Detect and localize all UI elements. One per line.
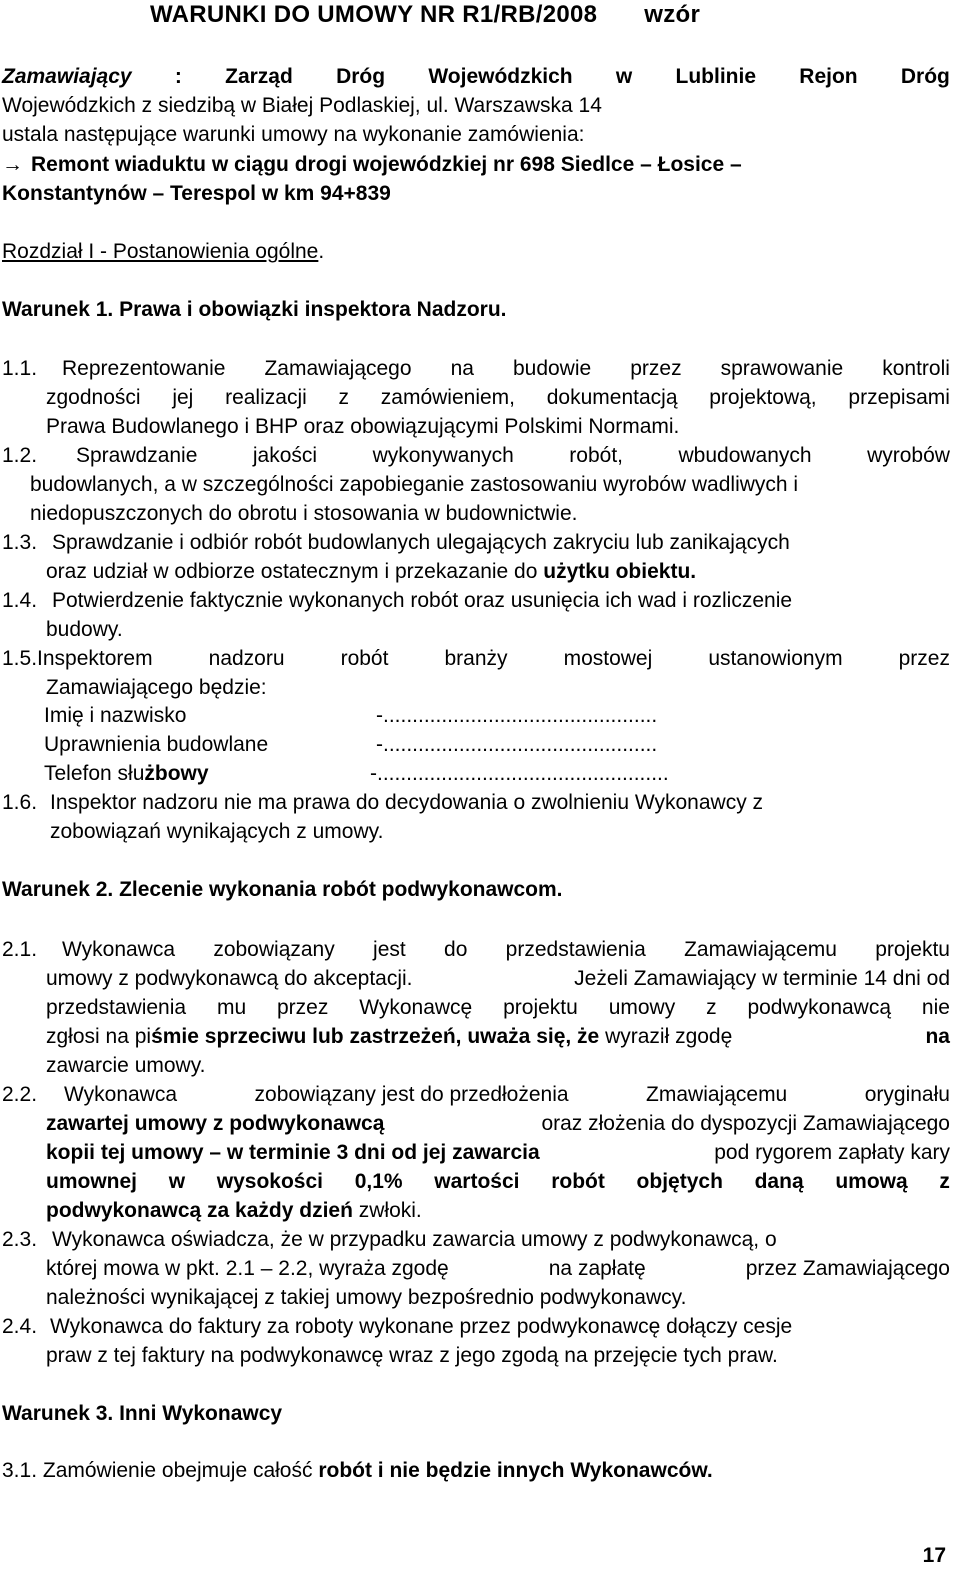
page-number: 17 — [922, 1544, 946, 1567]
intro-line-5: Konstantynów – Terespol w km 94+839 — [2, 182, 391, 205]
para-1-2-line-1: Sprawdzanie jakości wykonywanych robót, wbudowanych wyrobów — [76, 444, 950, 467]
para-2-3-line-2: której mowa w pkt. 2.1 – 2.2, wyraża zgodę na zapłatę przez Zamawiającego — [46, 1257, 950, 1280]
para-2-4-line-1: Wykonawca do faktury za roboty wykonane przez podwykonawcę dołączy cesje — [50, 1315, 793, 1338]
para-2-2-line-4: umownej w wysokości 0,1% wartości robót objętych daną umową z — [46, 1170, 950, 1193]
para-1-1-num: 1.1. — [2, 357, 38, 380]
intro-word: Rejon — [799, 65, 858, 88]
para-1-3-line-2: oraz udział w odbiorze ostatecznym i przekazanie do użytku obiektu. — [46, 560, 697, 583]
para-1-6-num: 1.6. — [2, 791, 38, 814]
para-2-1-line-4: zgłosi na pi śmie sprzeciwu lub zastrzeżeń, uważa się, że wyraził zgodę na — [46, 1025, 950, 1048]
contract-subject: Remont wiaduktu w ciągu drogi wojewódzkiej nr 698 Siedlce – Łosice – — [31, 153, 742, 176]
field-permissions-label: Uprawnienia budowlane — [44, 733, 269, 756]
field-name-label: Imię i nazwisko — [44, 704, 187, 727]
intro-line-2: Wojewódzkich z siedzibą w Białej Podlaskiej, ul. Warszawska 14 — [2, 94, 602, 117]
para-2-4-line-2: praw z tej faktury na podwykonawcę wraz z jego zgodą na przejęcie tych praw. — [46, 1344, 778, 1367]
chapter-heading-text: Rozdział I - Postanowienia ogólne — [2, 240, 319, 263]
intro-word: w — [615, 65, 633, 88]
field-phone-label: Telefon służbowy — [44, 762, 209, 785]
para-1-4-line-2: budowy. — [46, 618, 123, 641]
para-2-2-num: 2.2. — [2, 1083, 38, 1106]
chapter-heading: Rozdział I - Postanowienia ogólne. — [2, 240, 325, 263]
field-name-value: -............................................... — [376, 704, 658, 727]
para-1-5-line-1: 1.5.Inspektorem nadzoru robót branży mostowej ustanowionym przez — [2, 647, 950, 670]
intro-word: Wojewódzkich — [428, 65, 573, 88]
field-phone-value: -.................................................. — [370, 762, 669, 785]
intro-word: Lublinie — [675, 65, 757, 88]
para-1-4-num: 1.4. — [2, 589, 38, 612]
para-1-2-line-3: niedopuszczonych do obrotu i stosowania w budownictwie. — [30, 502, 578, 525]
para-1-1-line-1: Reprezentowanie Zamawiającego na budowie przez sprawowanie kontroli — [62, 357, 950, 380]
para-1-3-num: 1.3. — [2, 531, 38, 554]
section-heading-2: Warunek 2. Zlecenie wykonania robót podwykonawcom. — [2, 878, 563, 901]
para-2-2-line-5: podwykonawcą za każdy dzień zwłoki. — [46, 1199, 422, 1222]
para-1-4-line-1: Potwierdzenie faktycznie wykonanych robót oraz usunięcia ich wad i rozliczenie — [52, 589, 793, 612]
para-2-2-line-3: kopii tej umowy – w terminie 3 dni od jej zawarcia pod rygorem zapłaty kary — [46, 1141, 950, 1164]
para-2-1-line-3: przedstawienia mu przez Wykonawcę projektu umowy z podwykonawcą nie — [46, 996, 950, 1019]
intro-word: Zamawiający — [2, 65, 132, 88]
para-1-1-line-3: Prawa Budowlanego i BHP oraz obowiązującymi Polskimi Normami. — [46, 415, 680, 438]
para-1-1-line-2: zgodności jej realizacji z zamówieniem, dokumentacją projektową, przepisami — [46, 386, 950, 409]
para-1-2-line-2: budowlanych, a w szczególności zapobieganie zastosowaniu wyrobów wadliwych i — [30, 473, 799, 496]
intro-word: Dróg — [900, 65, 950, 88]
para-1-6-line-2: zobowiązań wynikających z umowy. — [50, 820, 384, 843]
field-permissions-value: -............................................... — [376, 733, 658, 756]
para-2-3-num: 2.3. — [2, 1228, 38, 1251]
intro-word: Zarząd — [225, 65, 293, 88]
para-1-3-line-1: Sprawdzanie i odbiór robót budowlanych ulegających zakryciu lub zanikających — [52, 531, 790, 554]
para-1-2-num: 1.2. — [2, 444, 38, 467]
intro-line-1 — [2, 64, 950, 90]
intro-word: : — [174, 65, 182, 88]
section-heading-3: Warunek 3. Inni Wykonawcy — [2, 1402, 283, 1425]
para-1-6-line-1: Inspektor nadzoru nie ma prawa do decydowania o zwolnieniu Wykonawcy z — [50, 791, 764, 814]
intro-word: Dróg — [336, 65, 386, 88]
section-heading-1: Warunek 1. Prawa i obowiązki inspektora Nadzoru. — [2, 298, 507, 321]
para-2-4-num: 2.4. — [2, 1315, 38, 1338]
para-2-1-line-5: zawarcie umowy. — [46, 1054, 206, 1077]
para-2-1-line-1: Wykonawca zobowiązany jest do przedstawienia Zamawiającemu projektu — [62, 938, 950, 961]
para-2-2-line-2: zawartej umowy z podwykonawcą oraz złożenia do dyspozycji Zamawiającego — [46, 1112, 950, 1135]
document-title — [150, 2, 700, 28]
para-2-2-line-1: Wykonawca zobowiązany jest do przedłożenia Zmawiającemu oryginału — [64, 1083, 950, 1106]
para-2-1-line-2: umowy z podwykonawcą do akceptacji. Jeżeli Zamawiający w terminie 14 dni od — [46, 967, 950, 990]
document-template-tag: wzór — [644, 1, 701, 28]
para-3-1: 3.1. Zamówienie obejmuje całość robót i nie będzie innych Wykonawców. — [2, 1459, 713, 1482]
intro-line-4 — [2, 152, 742, 178]
para-2-3-line-3: należności wynikającej z takiej umowy bezpośrednio podwykonawcy. — [46, 1286, 687, 1309]
intro-line-3: ustala następujące warunki umowy na wykonanie zamówienia: — [2, 123, 585, 146]
para-2-3-line-1: Wykonawca oświadcza, że w przypadku zawarcia umowy z podwykonawcą, o — [52, 1228, 777, 1251]
arrow-icon: → — [2, 153, 23, 176]
para-1-5-line-2: Zamawiającego będzie: — [46, 676, 267, 699]
para-2-1-num: 2.1. — [2, 938, 38, 961]
document-title-text: WARUNKI DO UMOWY NR R1/RB/2008 — [150, 1, 598, 28]
